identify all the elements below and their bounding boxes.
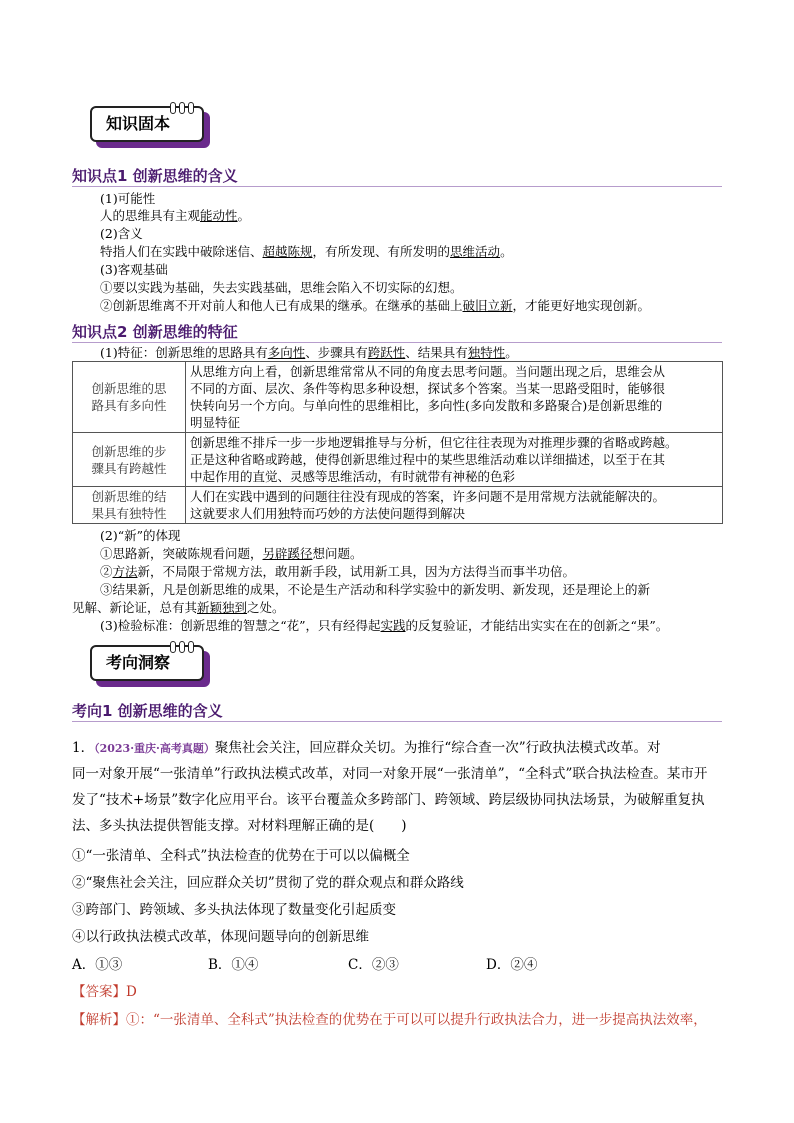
statement-1: ①“一张清单、全科式”执法检查的优势在于可以以偏概全 <box>72 848 410 864</box>
table-cell: 创新思维不排斥一步一步地逻辑推导与分析，但它往往表现为对推理步骤的省略或跨越。 正是这种省略或跨越，使得创新思维过程中的某些思维活动难以详细描述，以至于在其 中起作用的直觉、灵感等思维活动，有时就带有神秘的色彩 <box>186 433 723 487</box>
text-line: (2)“新”的体现 <box>100 528 181 543</box>
divider <box>72 186 722 187</box>
choice-a[interactable]: A．①③ <box>72 957 123 973</box>
table-row-label: 创新思维的步 骤具有跨越性 <box>73 433 186 487</box>
question-stem-line: 发了“技术+场景”数字化应用平台。该平台覆盖众多跨部门、跨领域、跨层级协同执法场景，为破解重复执 <box>72 792 705 808</box>
choice-d[interactable]: D．②④ <box>486 957 538 973</box>
table-row <box>73 433 723 487</box>
text-line: (1)可能性 <box>100 191 156 206</box>
analysis: 【解析】①：“一张清单、全科式”执法检查的优势在于可以可以提升行政执法合力，进一步提高执法效率， <box>72 1012 707 1028</box>
table-cell: 从思维方向上看，创新思维常常从不同的角度去思考问题。当问题出现之后，思维会从 不同的方面、层次、条件等构思多种设想，探试多个答案。当某一思路受阻时，能够很 快转向另一个方向。与单向性的思维相比，多向性(多向发散和多路聚合)是创新思维的 明显特征 <box>186 362 723 433</box>
text-line: 特指人们在实践中破除迷信、超越陈规，有所发现、有所发明的思维活动。 <box>100 244 513 259</box>
text-line: 人的思维具有主观能动性。 <box>100 208 251 223</box>
question-source: （2023·重庆·高考真题） <box>94 742 215 755</box>
text-line: ①要以实践为基础，失去实践基础，思维会陷入不切实际的幻想。 <box>100 280 463 295</box>
knowledge-point-1-title: 知识点1 创新思维的含义 <box>72 167 238 185</box>
text-line: (1)特征：创新思维的思路具有多向性、步骤具有跨跃性、结果具有独特性。 <box>100 345 518 360</box>
divider <box>72 342 722 343</box>
statement-3: ③跨部门、跨领域、多头执法体现了数量变化引起质变 <box>72 902 396 918</box>
section-badge-exam <box>90 645 204 681</box>
section-badge-label: 知识固本 <box>90 106 204 142</box>
table-row-label: 创新思维的结 果具有独特性 <box>73 487 186 524</box>
choice-b[interactable]: B．①④ <box>208 957 259 973</box>
text-line: ③结果新，凡是创新思维的成果，不论是生产活动和科学实验中的新发明、新发现，还是理论上的新 <box>100 582 651 597</box>
features-table <box>72 361 723 524</box>
text-line: (3)检验标准：创新思维的智慧之“花”，只有经得起实践的反复验证，才能结出实实在在的创新之“果”。 <box>100 618 669 633</box>
answer: 【答案】D <box>72 984 137 1000</box>
choice-c[interactable]: C．②③ <box>348 957 399 973</box>
statement-2: ②“聚焦社会关注，回应群众关切”贯彻了党的群众观点和群众路线 <box>72 875 464 891</box>
table-cell: 人们在实践中遇到的问题往往没有现成的答案，许多问题不是用常规方法就能解决的。 这就要求人们用独特而巧妙的方法使问题得到解决 <box>186 487 723 524</box>
statement-4: ④以行政执法模式改革，体现问题导向的创新思维 <box>72 929 369 945</box>
text-line: ①思路新，突破陈规看问题，另辟蹊径想问题。 <box>100 546 363 561</box>
table-row-label: 创新思维的思 路具有多向性 <box>73 362 186 433</box>
divider <box>72 721 722 722</box>
table-row <box>73 362 723 433</box>
text-line: (3)客观基础 <box>100 262 168 277</box>
ring-decoration <box>167 99 194 118</box>
ring-decoration <box>167 638 194 657</box>
exam-direction-1-title: 考向1 创新思维的含义 <box>72 702 223 720</box>
table-row <box>73 487 723 524</box>
question-stem-line: 同一对象开展“一张清单”行政执法模式改革，对同一对象开展“一张清单”，“全科式”联合执法检查。某市开 <box>72 766 708 782</box>
text-line: (2)含义 <box>100 226 143 241</box>
question-stem: 1．（2023·重庆·高考真题）聚焦社会关注，回应群众关切。为推行“综合查一次”行政执法模式改革。对 <box>72 740 661 756</box>
section-badge-knowledge <box>90 106 204 142</box>
knowledge-point-2-title: 知识点2 创新思维的特征 <box>72 323 238 341</box>
section-badge-label: 考向洞察 <box>90 645 204 681</box>
text-line: 见解、新论证，总有其新颖独到之处。 <box>72 600 285 615</box>
text-line: ②方法新，不局限于常规方法，敢用新手段，试用新工具，因为方法得当而事半功倍。 <box>100 564 576 579</box>
question-stem-line: 法、多头执法提供智能支撑。对材料理解正确的是( ) <box>72 818 407 834</box>
text-line: ②创新思维离不开对前人和他人已有成果的继承。在继承的基础上破旧立新，才能更好地实现创新。 <box>100 298 651 313</box>
